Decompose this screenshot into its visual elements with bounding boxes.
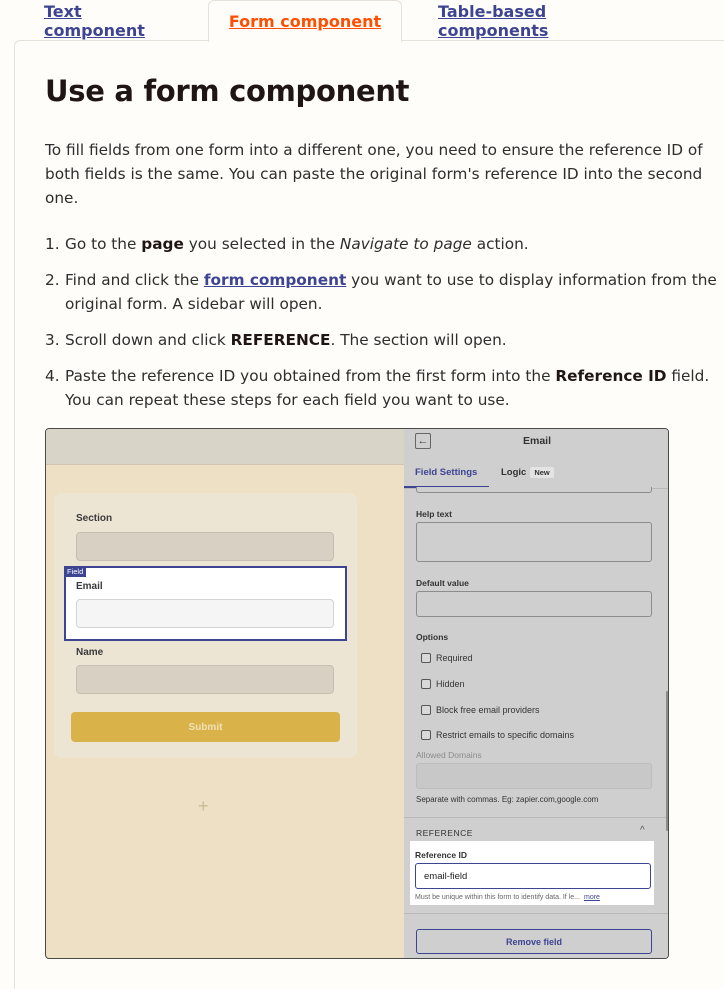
step-bold: REFERENCE — [230, 331, 331, 349]
steps-list — [45, 232, 721, 424]
new-badge: New — [530, 467, 553, 478]
step-item — [45, 328, 721, 352]
reference-id-hint — [415, 894, 600, 901]
section-input — [76, 532, 334, 561]
option-block-free-email — [421, 705, 540, 715]
tab-logic-label: Logic — [501, 467, 527, 478]
option-label: Block free email providers — [436, 705, 540, 715]
option-label: Required — [436, 653, 473, 663]
tab-field-settings: Field Settings — [415, 467, 478, 478]
tab-logic — [501, 467, 554, 478]
allowed-domains-label: Allowed Domains — [416, 750, 482, 760]
previous-input-edge — [416, 487, 652, 493]
remove-field-button: Remove field — [416, 929, 652, 954]
step-number: 1. — [45, 235, 60, 253]
section-label: Section — [76, 513, 113, 524]
option-hidden — [421, 679, 465, 689]
help-text-input — [416, 522, 652, 562]
tab-text-component[interactable]: Text component — [44, 1, 145, 40]
default-value-input — [416, 591, 652, 617]
step-item — [45, 364, 721, 412]
step-number: 2. — [45, 271, 60, 289]
option-restrict-domains — [421, 730, 574, 740]
checkbox — [421, 653, 431, 663]
option-label: Hidden — [436, 679, 465, 689]
divider — [404, 913, 669, 914]
domains-hint: Separate with commas. Eg: zapier.com,google.com — [416, 795, 599, 804]
allowed-domains-input — [416, 763, 652, 789]
checkbox — [421, 705, 431, 715]
step-text: Paste the reference ID you obtained from the first form into the — [65, 367, 556, 385]
step-text: you selected in the — [183, 235, 340, 253]
submit-button: Submit — [71, 712, 340, 742]
checkbox — [421, 730, 431, 740]
more-link: more — [583, 894, 600, 901]
checkbox — [421, 679, 431, 689]
step-bold: page — [141, 235, 184, 253]
step-number: 4. — [45, 367, 60, 385]
field-tag: Field — [64, 566, 86, 577]
options-label: Options — [416, 632, 449, 642]
step-text: Find and click the — [65, 271, 204, 289]
option-label: Restrict emails to specific domains — [436, 730, 575, 740]
canvas-toolbar — [46, 429, 404, 465]
form-component-link[interactable]: form component — [203, 271, 347, 289]
step-bold: Reference ID — [555, 367, 667, 385]
plus-icon: + — [198, 796, 209, 816]
step-number: 3. — [45, 331, 60, 349]
reference-id-input: email-field — [415, 863, 651, 889]
email-label: Email — [76, 581, 103, 592]
step-text: Go to the — [65, 235, 142, 253]
sidebar-header — [404, 429, 669, 455]
selected-email-field — [64, 566, 347, 641]
reference-hint-text: Must be unique within this form to identify data. If le... — [415, 894, 580, 901]
divider — [404, 817, 669, 818]
step-item — [45, 232, 721, 256]
reference-id-highlight — [410, 841, 654, 905]
tab-form-component[interactable]: Form component — [208, 0, 402, 42]
chevron-up-icon: ^ — [640, 825, 645, 836]
component-tabs — [0, 0, 724, 41]
intro-paragraph: To fill fields from one form into a different one, you need to ensure the reference ID of both fields is the same. You can paste the original form's reference ID into the second one. — [45, 141, 703, 207]
step-text: field. You can repeat these steps for each field you want to use. — [65, 367, 710, 409]
field-sidebar — [404, 429, 669, 959]
help-text-label: Help text — [416, 509, 452, 519]
email-input — [76, 599, 334, 628]
reference-id-label: Reference ID — [415, 850, 467, 860]
default-value-label: Default value — [416, 578, 469, 588]
sidebar-tabs — [404, 459, 669, 489]
step-text: . The section will open. — [330, 331, 507, 349]
option-required — [421, 653, 473, 663]
scrollbar — [666, 691, 669, 831]
reference-section-header: REFERENCE — [416, 828, 473, 838]
back-arrow-icon: ← — [415, 433, 431, 449]
name-input — [76, 665, 334, 694]
step-italic: Navigate to page — [339, 235, 472, 253]
page-title: Use a form component — [45, 74, 410, 108]
tab-table-based-components[interactable]: Table-based components — [438, 1, 549, 40]
step-text: you want to use to display information from the original form. A sidebar will open. — [65, 271, 717, 313]
interface-screenshot — [45, 428, 669, 959]
name-label: Name — [76, 647, 104, 658]
step-text: Scroll down and click — [65, 331, 231, 349]
step-item — [45, 268, 721, 316]
sidebar-title: Email — [522, 435, 551, 447]
step-text: action. — [471, 235, 529, 253]
